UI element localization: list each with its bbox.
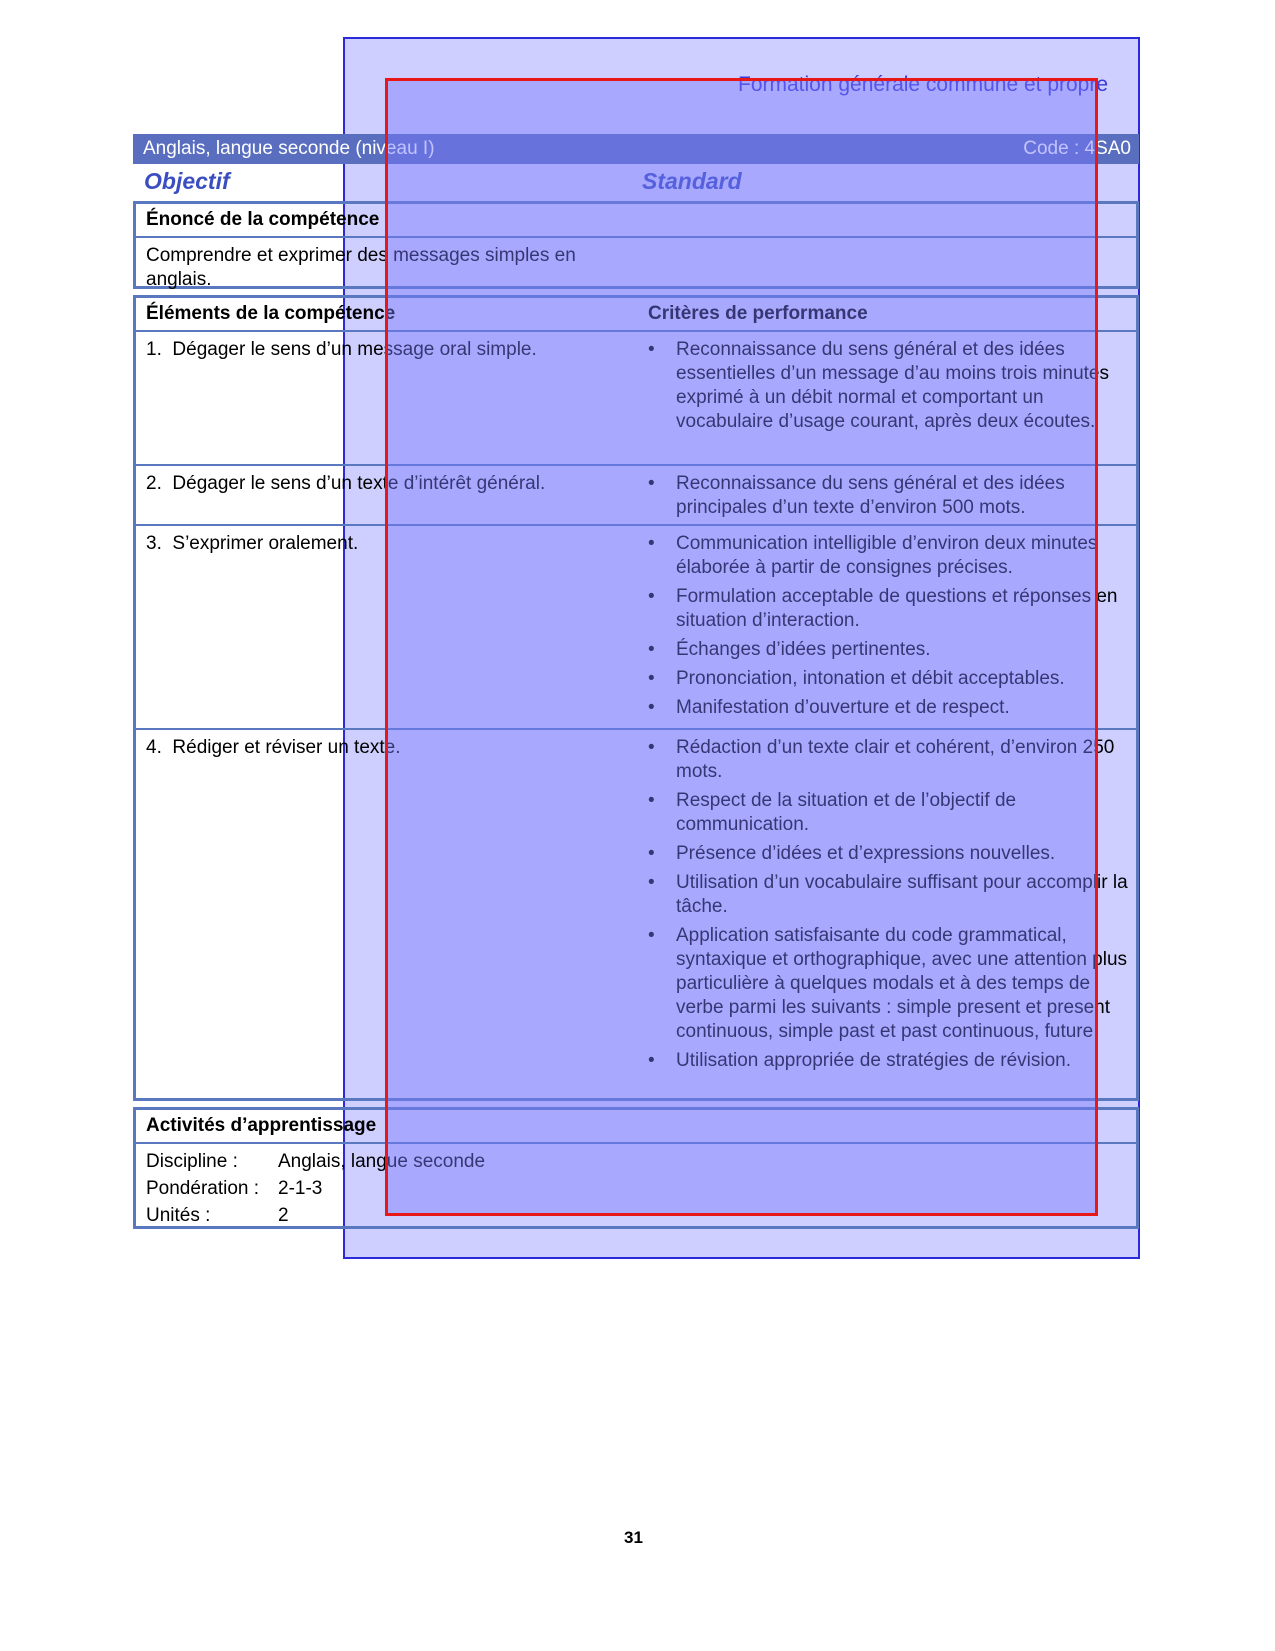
elements-title: Éléments de la compétence bbox=[146, 303, 396, 324]
enonce-title: Énoncé de la compétence bbox=[136, 204, 1136, 238]
element-label: 3. S’exprimer oralement. bbox=[146, 533, 359, 554]
ponderation-label: Pondération : bbox=[146, 1178, 260, 1199]
criterion-item: • Utilisation appropriée de stratégies de révision. bbox=[648, 1049, 1128, 1073]
objectif-heading: Objectif bbox=[144, 168, 230, 194]
criterion-item: • Échanges d’idées pertinentes. bbox=[648, 638, 1128, 662]
criterion-item: • Manifestation d’ouverture et de respect. bbox=[648, 696, 1128, 720]
unites-value: 2 bbox=[278, 1205, 289, 1226]
criterion-item: • Respect de la situation et de l’objectif de communication. bbox=[648, 789, 1128, 837]
criterion-item: • Rédaction d’un texte clair et cohérent, d’environ 250 mots. bbox=[648, 736, 1128, 784]
criterion-item: • Application satisfaisante du code grammatical, syntaxique et orthographique, avec une attention plus particulière à quelques modals et à des temps de verbe parmi les suivants : simple present et present continuous, simple past et past continuous, future. bbox=[648, 924, 1128, 1044]
criterion-item: • Prononciation, intonation et débit acceptables. bbox=[648, 667, 1128, 691]
ponderation-value: 2-1-3 bbox=[278, 1178, 323, 1199]
element-label: 1. Dégager le sens d’un message oral simple. bbox=[146, 339, 537, 360]
criterion-item: • Communication intelligible d’environ deux minutes élaborée à partir de consignes précises. bbox=[648, 532, 1128, 580]
criterion-item: • Présence d’idées et d’expressions nouvelles. bbox=[648, 842, 1128, 866]
page-number: 31 bbox=[624, 1528, 643, 1547]
criterion-item: • Utilisation d’un vocabulaire suffisant pour accomplir la tâche. bbox=[648, 871, 1128, 919]
unites-label: Unités : bbox=[146, 1205, 211, 1226]
standard-heading: Standard bbox=[642, 168, 742, 194]
activites-title: Activités d’apprentissage bbox=[136, 1110, 1136, 1144]
criterion-item: • Reconnaissance du sens général et des idées principales d’un texte d’environ 500 mots. bbox=[648, 472, 1128, 520]
element-label: 4. Rédiger et réviser un texte. bbox=[146, 737, 401, 758]
discipline-label: Discipline : bbox=[146, 1151, 238, 1172]
program-header: Formation générale commune et propre bbox=[738, 73, 1109, 96]
element-label: 2. Dégager le sens d’un texte d’intérêt général. bbox=[146, 473, 546, 494]
discipline-value: Anglais, langue seconde bbox=[278, 1151, 486, 1172]
criteria-title: Critères de performance bbox=[648, 303, 868, 324]
course-title: Anglais, langue seconde (niveau I) bbox=[143, 138, 435, 159]
course-code: Code : 4SA0 bbox=[1023, 138, 1131, 159]
criterion-item: • Formulation acceptable de questions et réponses en situation d’interaction. bbox=[648, 585, 1128, 633]
criterion-item: • Reconnaissance du sens général et des idées essentielles d’un message d’au moins trois minutes exprimé à un débit normal et comportant un vocabulaire d’usage courant, après deux écoutes. bbox=[648, 338, 1128, 434]
overlay-box-inner bbox=[385, 78, 1098, 1216]
enonce-text: Comprendre et exprimer des messages simples en anglais. bbox=[146, 245, 576, 290]
